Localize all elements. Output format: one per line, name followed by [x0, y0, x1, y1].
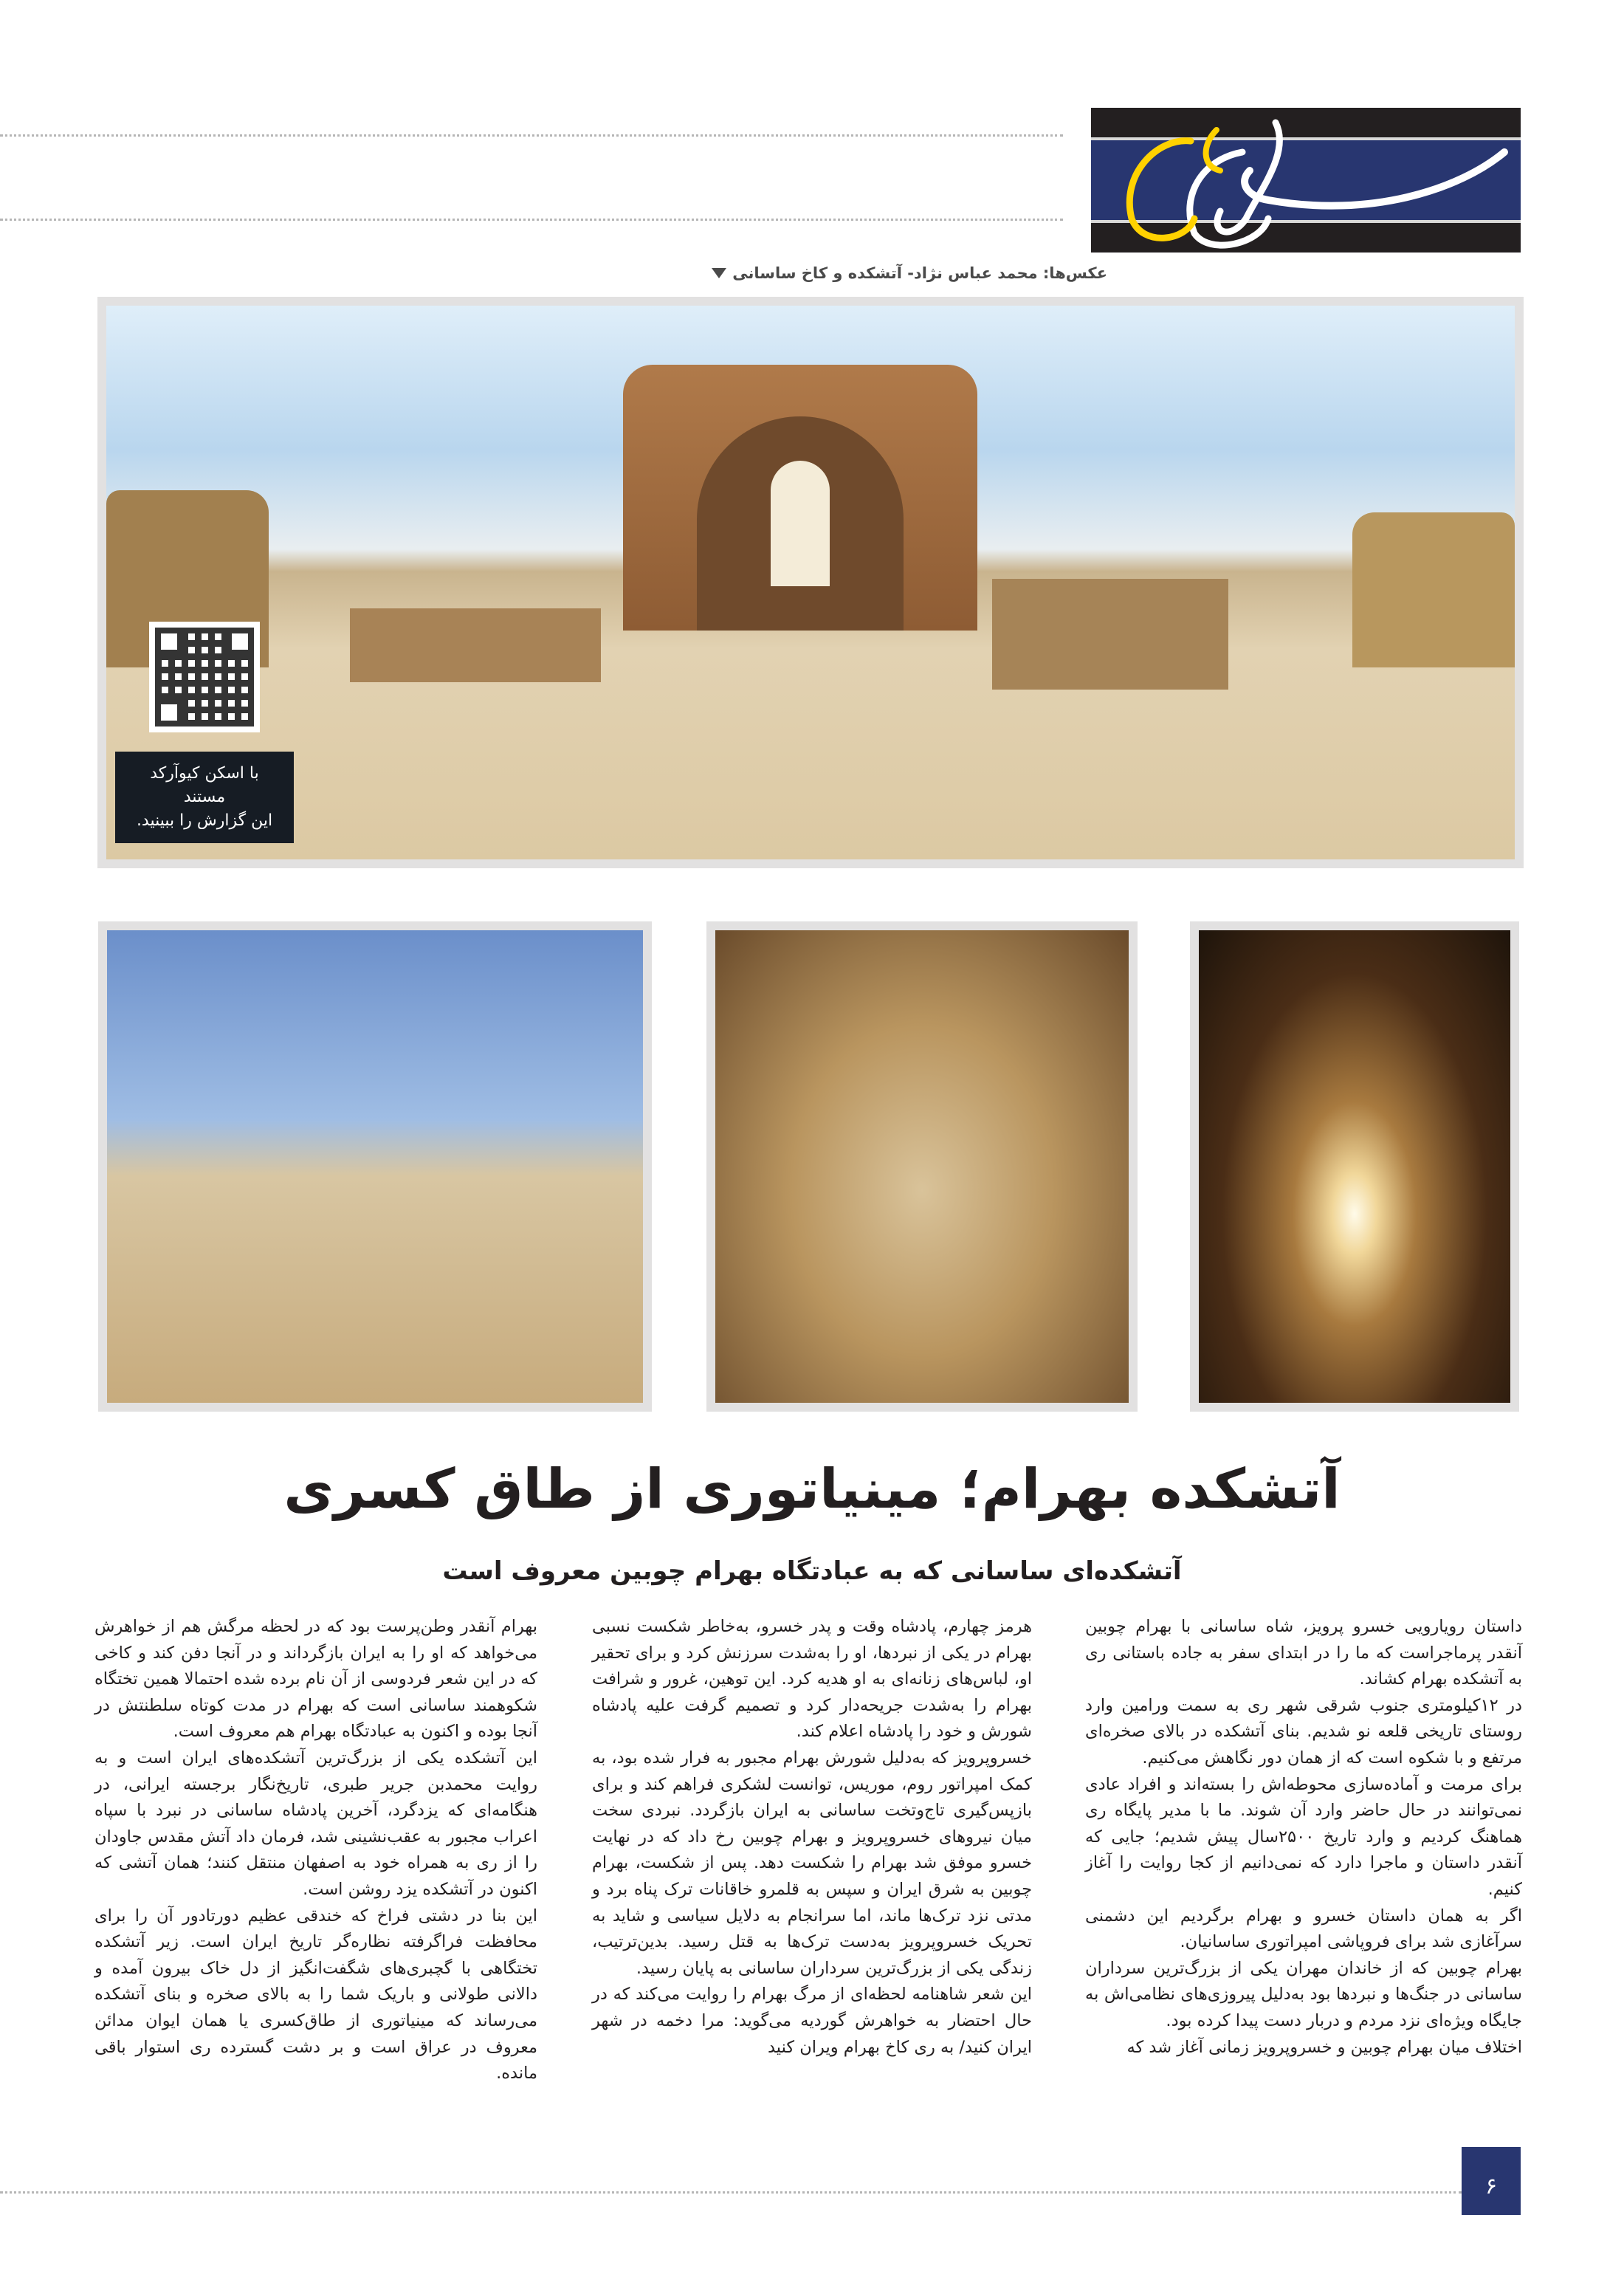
photo-walkway: [98, 921, 652, 1412]
qr-caption: [115, 752, 294, 843]
paragraph: بهرام آنقدر وطن‌پرست بود که در لحظه مرگش هم از خواهرش می‌خواهد که او را به ایران بازگرداند و در آنجا دفن کند و کاخی که در این شعر فردوسی از آن نام برده شده احتمالا همین تختگاه شکوهمند ساسانی است که بهرام در مدت کوتاه سلطنتش در آنجا بوده و اکنون به عبادتگاه بهرام هم معروف است.: [94, 1617, 537, 1742]
qr-finder-top-left: [155, 628, 183, 656]
photo-stucco-column: [706, 921, 1138, 1412]
qr-caption-line-1: با اسکن کیوآرکد مستند: [150, 764, 259, 806]
qr-caption-line-2: این گزارش را ببینید.: [136, 811, 273, 830]
paragraph: این بنا در دشتی فراخ که خندقی عظیم دورتادور آن را برای محافظت فراگرفته نظاره‌گر تاریخ ایران است. زیر آتشکده تختگاهی با گچبری‌های شگفت‌انگیز از دل خاک بیرون آمده و دالانی طولانی و باریک شما را به بالای صخره و بنای آتشکده می‌رساند که مینیاتوری از طاق‌کسری یا همان ایوان مدائن معروف در عراق است و بر دشت گسترده ری استوار باقی مانده.: [94, 1906, 537, 2084]
photo-corridor-image: [1199, 930, 1510, 1403]
brick-arch: [623, 365, 977, 631]
section-logo: [1091, 108, 1521, 253]
paragraph: این آتشکده یکی از بزرگ‌ترین آتشکده‌های ایران است و به روایت محمدبن جریر طبری، تاریخ‌نگار برجسته ایرانی، در هنگامه‌ای که یزدگرد، آخرین پادشاه ساسانی در نبرد با سپاه اعراب مجبور به عقب‌نشینی شد، فرمان داد آتش مقدس جاودان را از ری به همراه خود به اصفهان منتقل کنند؛ همان آتشی که اکنون در آتشکده یزد روشن است.: [94, 1748, 537, 1899]
panorama-image: [106, 306, 1515, 859]
paragraph: در ۱۲کیلومتری جنوب شرقی شهر ری به سمت ورامین وارد روستای تاریخی قلعه نو شدیم. بنای آتشکده در بالای صخره‌ای مرتفع و با شکوه است که از همان دور نگاهش می‌کنیم.: [1085, 1695, 1522, 1768]
page-number: ۶: [1462, 2147, 1521, 2215]
article-column-1: [1085, 1614, 1522, 2061]
arch-opening: [697, 416, 904, 631]
ruin-platform-left: [350, 608, 601, 682]
photo-credits-text: عکس‌ها: محمد عباس نژاد- آتشکده و کاخ ساسانی: [732, 264, 1107, 282]
paragraph: اختلاف میان بهرام چوبین و خسروپرویز زمانی آغاز شد که: [1126, 2037, 1522, 2057]
header-rule-bottom: [0, 219, 1063, 221]
paragraph: بهرام چوبین که از خاندان مهران یکی از بزرگ‌ترین سرداران ساسانی در جنگ‌ها و نبردها بود به‌دلیل پیروزی‌های نظامی‌اش به جایگاه ویژه‌ای نزد مردم و دربار دست پیدا کرده بود.: [1085, 1958, 1522, 2030]
qr-code-icon: [155, 628, 254, 726]
logo-calligraphy-icon: [1091, 108, 1521, 253]
qr-finder-top-right: [226, 628, 254, 656]
paragraph: داستان رویارویی خسرو پرویز، شاه ساسانی با بهرام چوبین آنقدر پرماجراست که ما را در ابتدای سفر به جاده باستانی ری به آتشکده بهرام کشاند.: [1085, 1617, 1522, 1689]
article-column-2: [592, 1614, 1032, 2061]
triangle-down-icon: [712, 268, 726, 278]
header-rule-top: [0, 134, 1063, 137]
panorama-photo: [97, 297, 1524, 868]
article-subheadline: آتشکده‌ای ساسانی که به عبادتگاه بهرام چوبین معروف است: [442, 1556, 1182, 1586]
paragraph: برای مرمت و آماده‌سازی محوطه‌اش را بسته‌اند و افراد عادی نمی‌توانند در حال حاضر وارد آن شوند. ما با مدیر پایگاه ری هماهنگ کردیم و وارد تاریخ ۲۵۰۰سال پیش شدیم؛ جایی که آنقدر داستان و ماجرا دارد که نمی‌دانیم از کجا روایت را آغاز کنیم.: [1085, 1774, 1522, 1899]
article-column-3: [94, 1614, 537, 2087]
footer-rule: [0, 2191, 1462, 2194]
paragraph: هرمز چهارم، پادشاه وقت و پدر خسرو، به‌خاطر شکست نسبی بهرام در یکی از نبردها، او را به‌شدت سرزنش کرد و برای تحقیر او، لباس‌های زنانه‌ای به او هدیه کرد. این توهین، غرور و شرافت بهرام را به‌شدت جریحه‌دار کرد و تصمیم گرفت علیه پادشاه شورش و خود را پادشاه اعلام کند.: [592, 1617, 1032, 1742]
photo-walkway-image: [107, 930, 643, 1403]
ruin-platform-right: [992, 579, 1228, 690]
article-headline: آتشکده بهرام؛ مینیاتوری از طاق کسری: [283, 1457, 1341, 1521]
paragraph: اگر به همان داستان خسرو و بهرام برگردیم این دشمنی سرآغازی شد برای فروپاشی امپراتوری ساسانیان.: [1085, 1906, 1522, 1952]
paragraph: خسروپرویز که به‌دلیل شورش بهرام مجبور به فرار شده بود، به کمک امپراتور روم، موریس، توانست لشکری فراهم کند و برای بازپس‌گیری تاج‌وتخت ساسانی به ایران بازگردد. نبردی سخت میان نیروهای خسروپرویز و بهرام چوبین رخ داد که در نهایت خسرو موفق شد بهرام را شکست دهد. پس از شکست، بهرام چوبین به شرق ایران و سپس به قلمرو خاقانات ترک پناه برد و مدتی نزد ترک‌ها ماند، اما سرانجام به دلایل سیاسی و شاید به تحریک خسروپرویز به‌دست ترک‌ها به قتل رسید. بدین‌ترتیب، زندگی یکی از بزرگ‌ترین سرداران ساسانی به پایان رسید.: [592, 1748, 1032, 1978]
paragraph: این شعر شاهنامه لحظه‌ای از مرگ بهرام را روایت می‌کند که در حال احتضار به خواهرش گوردیه می‌گوید: مرا دخمه در شهر ایران کنید/ به ری کاخ بهرام ویران کنید: [592, 1985, 1032, 2057]
arch-doorway: [771, 461, 830, 586]
ruin-wall-right: [1352, 512, 1515, 667]
photo-credits: [712, 264, 1107, 282]
qr-finder-bottom-left: [155, 698, 183, 726]
photo-stucco-column-image: [715, 930, 1129, 1403]
qr-code[interactable]: [149, 622, 260, 732]
photo-corridor: [1190, 921, 1519, 1412]
